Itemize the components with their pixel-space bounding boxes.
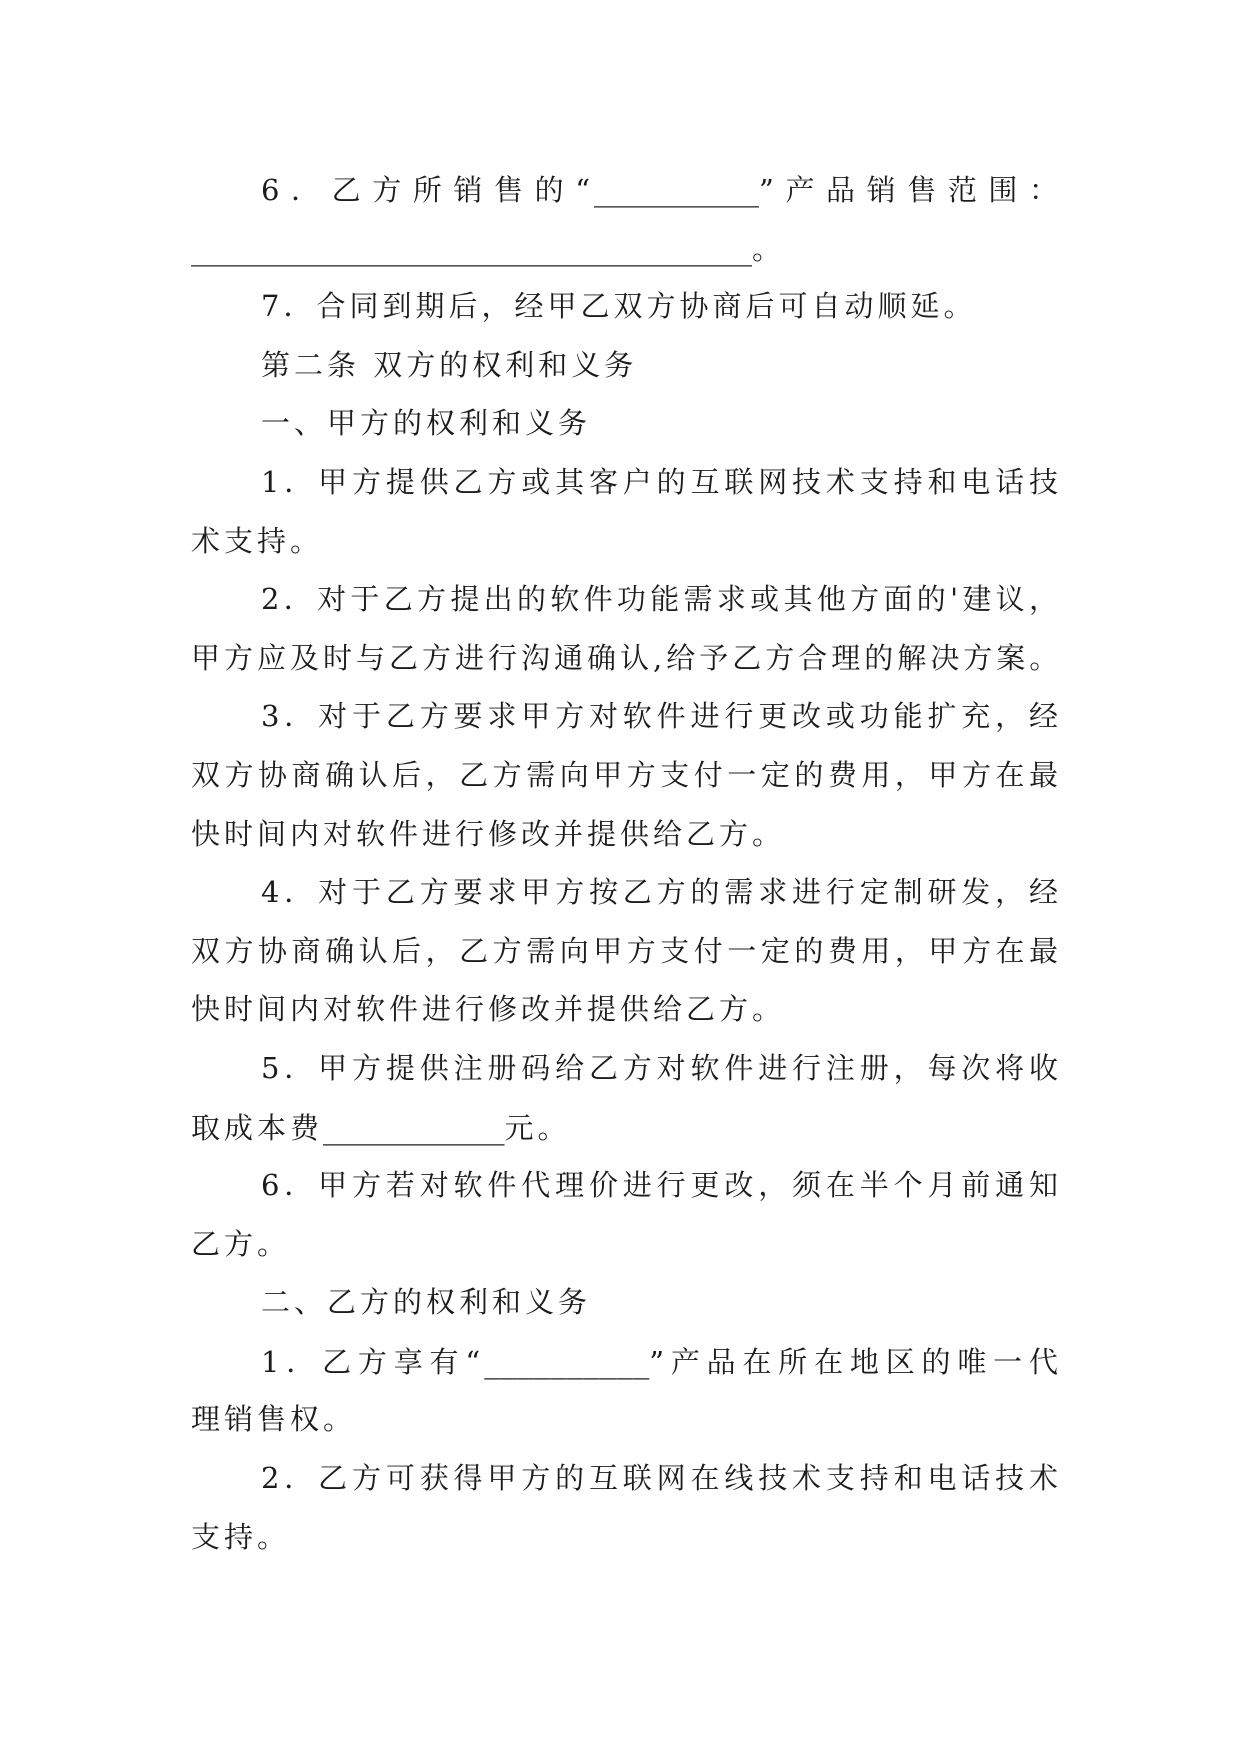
heading-line: 一、甲方的权利和义务: [261, 406, 592, 441]
heading-line: 二、乙方的权利和义务: [261, 1285, 592, 1320]
text-line: 双方协商确认后，乙方需向甲方支付一定的费用，甲方在最: [191, 933, 1062, 968]
party-a-item-4: [191, 863, 1062, 1039]
text-line: 甲方应及时与乙方进行沟通确认,给予乙方合理的解决方案。: [191, 640, 1063, 675]
fill-in-blank: ___________: [323, 1106, 505, 1146]
text-line: 5．甲方提供注册码给乙方对软件进行注册，每次将收: [261, 1050, 1062, 1085]
text-line: 术支持。: [191, 523, 324, 558]
text-line: 双方协商确认后，乙方需向甲方支付一定的费用，甲方在最: [191, 757, 1062, 792]
fill-in-blank: __________: [594, 169, 760, 208]
party-a-item-2: [191, 570, 1062, 687]
party-a-rights-heading: [191, 394, 1062, 453]
text-line: 2．乙方可获得甲方的互联网在线技术支持和电话技术: [261, 1461, 1062, 1496]
clause-6-sales-scope: [191, 160, 1062, 277]
party-a-item-6: [191, 1156, 1062, 1273]
text-line: 2．对于乙方提出的软件功能需求或其他方面的'建议，: [261, 582, 1062, 617]
text-line: 1．甲方提供乙方或其客户的互联网技术支持和电话技: [261, 464, 1062, 499]
text-line: 乙方。: [191, 1226, 291, 1261]
text-line: 快时间内对软件进行修改并提供给乙方。: [191, 816, 786, 851]
text-line: 理销售权。: [191, 1402, 357, 1437]
text-line: 4．对于乙方要求甲方按乙方的需求进行定制研发，经: [261, 875, 1062, 910]
party-a-item-3: [191, 687, 1062, 863]
text-line: 6．甲方若对软件代理价进行更改，须在半个月前通知: [261, 1168, 1062, 1203]
party-a-item-5: [191, 1039, 1062, 1156]
party-b-rights-heading: [191, 1273, 1062, 1332]
party-b-item-1: [191, 1332, 1062, 1449]
text-line: 6．乙方所销售的“__________”产品销售范围：: [261, 169, 1063, 208]
clause-7-auto-renewal: [191, 277, 1062, 336]
fill-in-blank: __________________________________: [191, 227, 752, 267]
text-line: 取成本费___________元。: [191, 1106, 571, 1146]
fill-in-blank: __________: [484, 1340, 650, 1380]
article-2-heading: [191, 336, 1062, 395]
contract-body: [191, 160, 1062, 1566]
heading-line: 第二条 双方的权利和义务: [261, 347, 638, 382]
party-a-item-1: [191, 453, 1062, 570]
text-line: 3．对于乙方要求甲方对软件进行更改或功能扩充，经: [261, 699, 1062, 734]
text-line: 支持。: [191, 1519, 291, 1554]
party-b-item-2: [191, 1449, 1062, 1566]
text-line: __________________________________。: [191, 227, 786, 267]
text-line: 1．乙方享有“__________”产品在所在地区的唯一代: [261, 1340, 1063, 1380]
text-line: 快时间内对软件进行修改并提供给乙方。: [191, 992, 786, 1027]
text-line: 7．合同到期后，经甲乙双方协商后可自动顺延。: [261, 289, 977, 324]
